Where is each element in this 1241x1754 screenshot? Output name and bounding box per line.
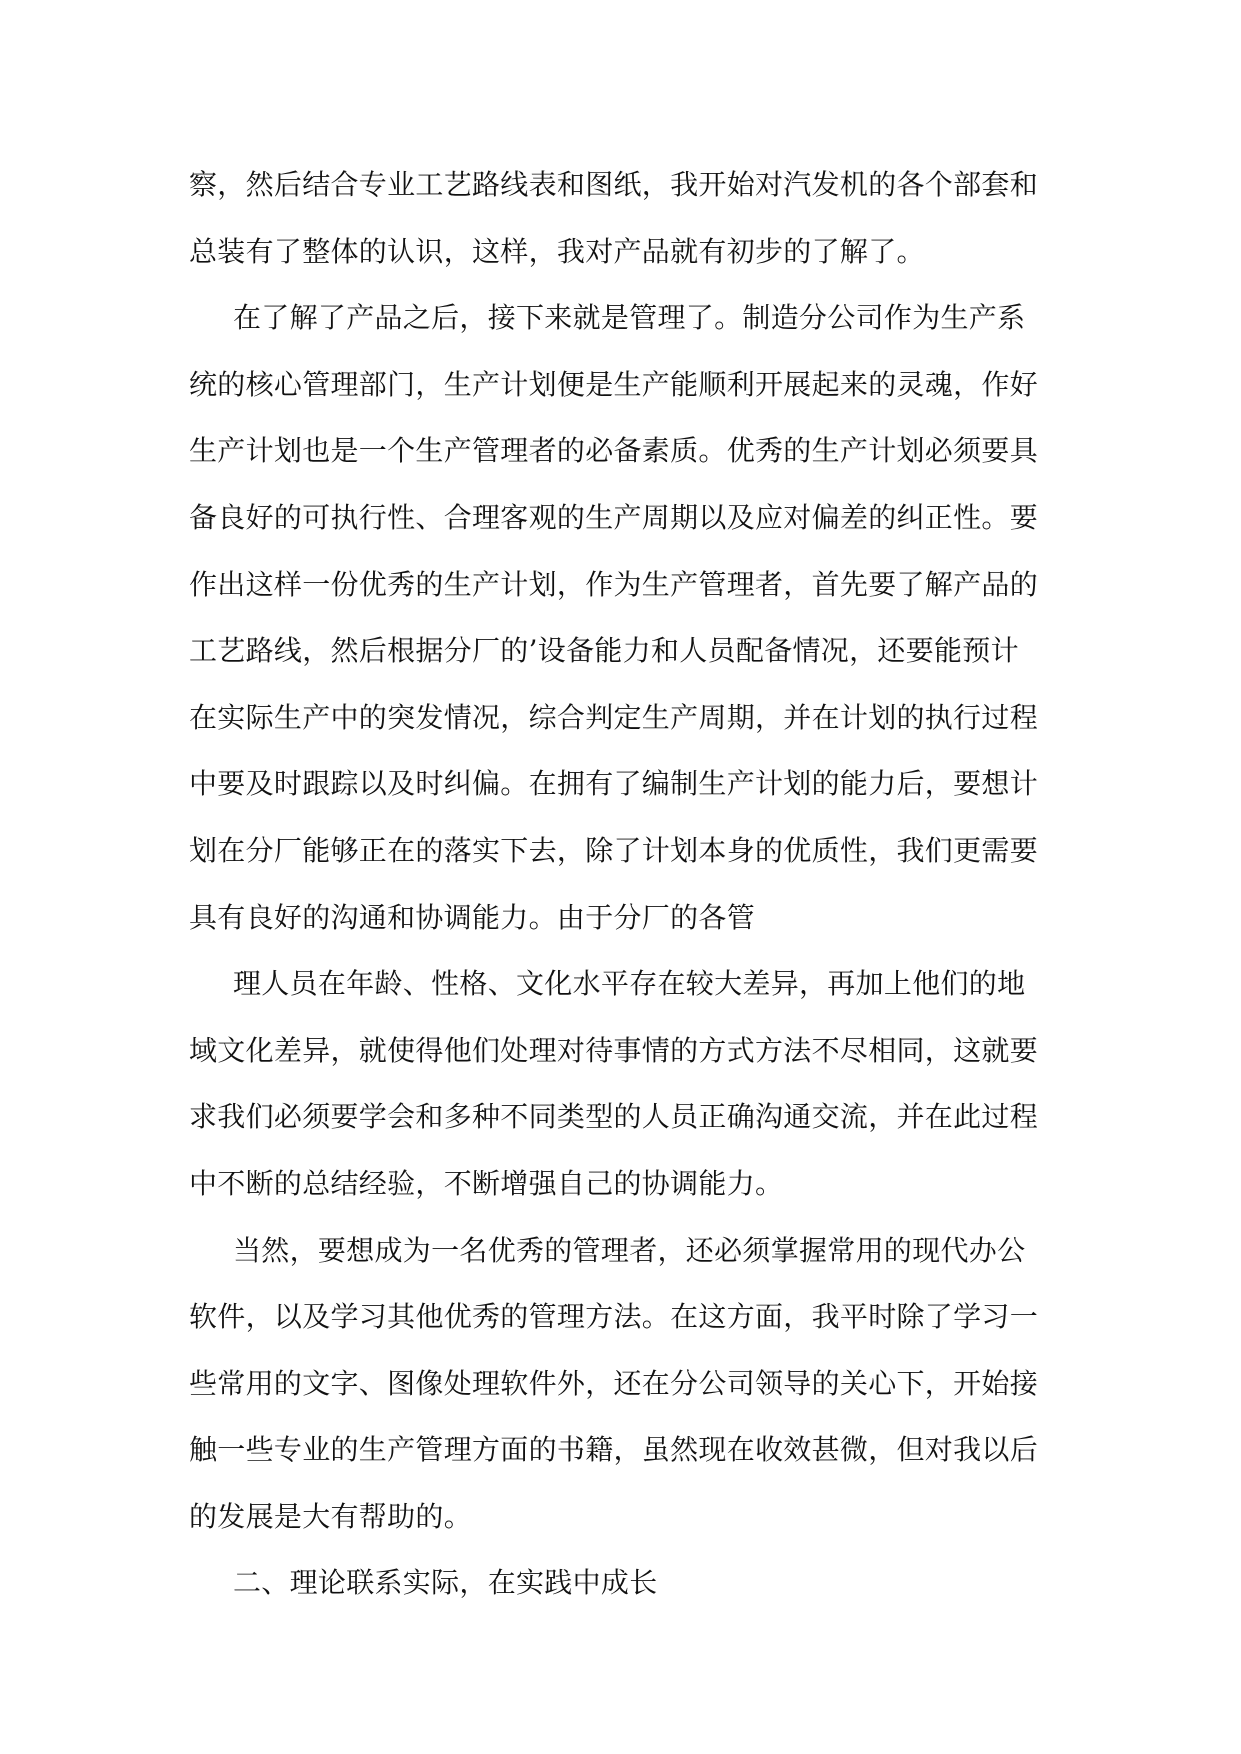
section-heading: 二、理论联系实际，在实践中成长 xyxy=(233,1566,658,1600)
text-line: 生产计划也是一个生产管理者的必备素质。优秀的生产计划必须要具 xyxy=(189,434,1039,468)
text-line: 域文化差异，就使得他们处理对待事情的方式方法不尽相同，这就要 xyxy=(189,1033,1039,1067)
text-line: 工艺路线，然后根据分厂的’设备能力和人员配备情况，还要能预计 xyxy=(189,634,1019,668)
paragraph-start-line: 当然，要想成为一名优秀的管理者，还必须掌握常用的现代办公 xyxy=(233,1233,1026,1267)
body-text xyxy=(189,152,1069,1617)
text-line: 察，然后结合专业工艺路线表和图纸，我开始对汽发机的各个部套和 xyxy=(189,168,1039,201)
text-line: 求我们必须要学会和多种不同类型的人员正确沟通交流，并在此过程 xyxy=(189,1100,1039,1134)
text-line: 软件，以及学习其他优秀的管理方法。在这方面，我平时除了学习一 xyxy=(189,1300,1039,1334)
text-line: 作出这样一份优秀的生产计划，作为生产管理者，首先要了解产品的 xyxy=(189,567,1039,601)
text-line: 触一些专业的生产管理方面的书籍，虽然现在收效甚微，但对我以后 xyxy=(189,1433,1039,1467)
text-line: 些常用的文字、图像处理软件外，还在分公司领导的关心下，开始接 xyxy=(189,1366,1039,1400)
text-line: 统的核心管理部门，生产计划便是生产能顺利开展起来的灵魂，作好 xyxy=(189,367,1039,401)
text-line: 划在分厂能够正在的落实下去，除了计划本身的优质性，我们更需要 xyxy=(189,833,1039,867)
text-line: 总装有了整体的认识，这样，我对产品就有初步的了解了。 xyxy=(189,234,925,268)
text-line: 中不断的总结经验，不断增强自己的协调能力。 xyxy=(189,1166,784,1200)
paragraph-start-line: 理人员在年龄、性格、文化水平存在较大差异，再加上他们的地 xyxy=(233,967,1026,1001)
text-line: 中要及时跟踪以及时纠偏。在拥有了编制生产计划的能力后，要想计 xyxy=(189,767,1039,801)
text-line: 在实际生产中的突发情况，综合判定生产周期，并在计划的执行过程 xyxy=(189,700,1039,734)
text-line: 的发展是大有帮助的。 xyxy=(189,1499,473,1533)
paragraph-start-line: 在了解了产品之后，接下来就是管理了。制造分公司作为生产系 xyxy=(233,301,1026,335)
text-line: 具有良好的沟通和协调能力。由于分厂的各管 xyxy=(189,900,756,934)
text-line: 备良好的可执行性、合理客观的生产周期以及应对偏差的纠正性。要 xyxy=(189,500,1039,534)
